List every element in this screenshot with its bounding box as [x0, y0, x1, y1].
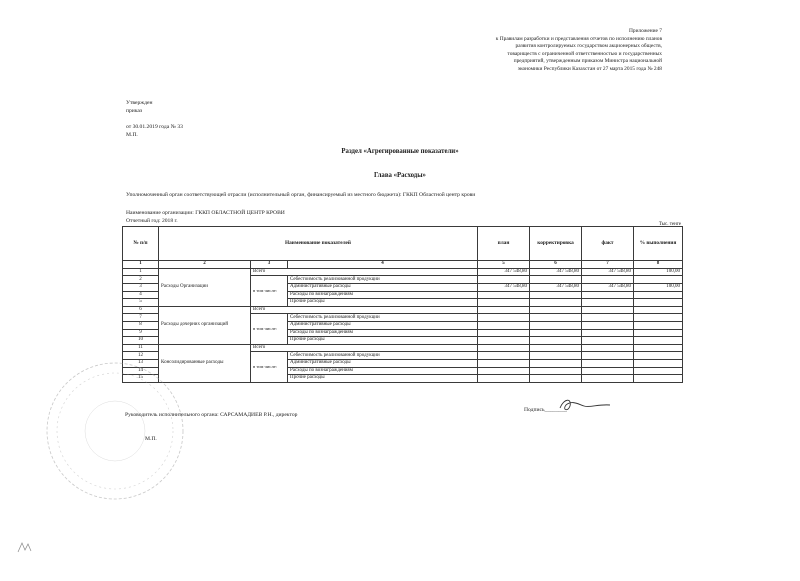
cell-fact: [582, 337, 634, 345]
expenses-table: [122, 226, 683, 383]
row-label-other: Прочие расходы: [288, 375, 478, 383]
cell-plan: 347 548,80: [478, 268, 530, 276]
row-label-total: Всего: [251, 306, 478, 314]
row-number: 14: [123, 367, 159, 375]
header-percent: % выполнения: [634, 227, 683, 261]
cell-plan: [478, 352, 530, 360]
mp-label: М.П.: [126, 132, 138, 138]
cell-correction: [530, 344, 582, 352]
cell-fact: [582, 314, 634, 322]
cell-correction: [530, 352, 582, 360]
chapter-title: Глава «Расходы»: [374, 172, 426, 179]
row-label-cost: Себестоимость реализованной продукции: [288, 352, 478, 360]
cell-percent: [634, 375, 683, 383]
cell-correction: [530, 375, 582, 383]
row-label-admin: Административные расходы: [288, 283, 478, 291]
order-date: от 30.01.2019 года № 33: [126, 124, 183, 130]
row-number: 1: [123, 268, 159, 276]
cell-plan: [478, 321, 530, 329]
including-label: в том числе:: [251, 352, 288, 382]
cell-fact: [582, 299, 634, 307]
row-number: 3: [123, 283, 159, 291]
cell-correction: [530, 299, 582, 307]
row-label-other: Прочие расходы: [288, 337, 478, 345]
cell-correction: [530, 306, 582, 314]
cell-plan: [478, 291, 530, 299]
cell-correction: [530, 329, 582, 337]
cell-fact: [582, 359, 634, 367]
col-number: 8: [634, 261, 683, 269]
cell-correction: [530, 314, 582, 322]
cell-plan: [478, 367, 530, 375]
cell-percent: [634, 299, 683, 307]
appendix-line: предприятий, утвержденным приказом Министра национальной: [513, 58, 662, 65]
cell-percent: [634, 337, 683, 345]
col-number: 2: [159, 261, 251, 269]
cell-percent: [634, 359, 683, 367]
approval-block: [126, 99, 183, 139]
row-number: 4: [123, 291, 159, 299]
cell-plan: [478, 306, 530, 314]
cell-plan: [478, 329, 530, 337]
appendix-header: [402, 28, 662, 74]
cell-correction: 347 548,80: [530, 283, 582, 291]
cell-percent: [634, 314, 683, 322]
cell-percent: 100,00: [634, 268, 683, 276]
cell-percent: [634, 329, 683, 337]
cell-percent: [634, 291, 683, 299]
organization-name: Наименование организации: ГККП ОБЛАСТНОЙ ЦЕНТР КРОВИ: [126, 210, 285, 216]
cell-percent: [634, 344, 683, 352]
row-label-cost: Себестоимость реализованной продукции: [288, 314, 478, 322]
section-title: Раздел «Агрегированные показатели»: [341, 148, 459, 155]
col-number: 1: [123, 261, 159, 269]
header-correction: корректировка: [530, 227, 582, 261]
cell-plan: [478, 359, 530, 367]
column-number-row: [123, 261, 683, 269]
including-label: в том числе:: [251, 314, 288, 344]
table-row: [123, 268, 683, 276]
row-number: 8: [123, 321, 159, 329]
cell-percent: [634, 321, 683, 329]
cell-correction: [530, 367, 582, 375]
col-number: 7: [582, 261, 634, 269]
approved-label: Утвержден: [126, 100, 153, 106]
row-number: 11: [123, 344, 159, 352]
cell-fact: [582, 276, 634, 284]
header-plan: план: [478, 227, 530, 261]
row-number: 5: [123, 299, 159, 307]
appendix-line: развития контролируемых государством акционерных обществ,: [515, 43, 662, 50]
row-number: 2: [123, 276, 159, 284]
header-fact: факт: [582, 227, 634, 261]
table-header-row: [123, 227, 683, 261]
cell-fact: [582, 367, 634, 375]
row-label-cost: Себестоимость реализованной продукции: [288, 276, 478, 284]
cell-plan: [478, 344, 530, 352]
header-name: Наименование показателей: [159, 227, 478, 261]
cell-fact: 347 548,80: [582, 268, 634, 276]
cell-percent: [634, 276, 683, 284]
row-label-total: Всего: [251, 268, 478, 276]
row-label-admin: Административные расходы: [288, 321, 478, 329]
cell-fact: [582, 291, 634, 299]
cell-fact: [582, 352, 634, 360]
row-label-other: Прочие расходы: [288, 299, 478, 307]
head-signature-line: Руководитель исполнительного органа: САРСАМАДИЕВ Р.Н., директор: [125, 412, 298, 418]
cell-correction: 347 548,80: [530, 268, 582, 276]
cell-plan: [478, 314, 530, 322]
row-number: 9: [123, 329, 159, 337]
including-label: в том числе:: [251, 276, 288, 306]
row-label-remuneration: Расходы по вознаграждениям: [288, 329, 478, 337]
row-number: 13: [123, 359, 159, 367]
cell-correction: [530, 276, 582, 284]
cell-percent: 100,00: [634, 283, 683, 291]
table-row: [123, 306, 683, 314]
row-number: 12: [123, 352, 159, 360]
scribble-icon: [16, 540, 36, 554]
signature-label: Подпись________: [524, 407, 567, 413]
row-label-remuneration: Расходы по вознаграждениям: [288, 367, 478, 375]
cell-fact: [582, 306, 634, 314]
row-label-total: Всего: [251, 344, 478, 352]
cell-plan: [478, 375, 530, 383]
appendix-line: к Правилам разработки и представления отчетов по исполнению планов: [495, 35, 662, 42]
cell-correction: [530, 359, 582, 367]
cell-fact: [582, 344, 634, 352]
authorized-body: Уполномоченный орган соответствующей отрасли (исполнительный орган, финансируемый из местного бюджета): ГККП Областной центр крови: [126, 192, 476, 198]
cell-fact: [582, 375, 634, 383]
unit-label: Тыс. тенге: [658, 222, 681, 227]
row-label-admin: Административные расходы: [288, 359, 478, 367]
stamp-icon: [40, 356, 190, 506]
header-rownum: № п/п: [123, 227, 159, 261]
report-year: Отчетный год: 2018 г.: [126, 218, 178, 224]
cell-fact: 347 548,80: [582, 283, 634, 291]
col-number: 6: [530, 261, 582, 269]
row-label-remuneration: Расходы по вознаграждениям: [288, 291, 478, 299]
cell-fact: [582, 329, 634, 337]
row-number: 10: [123, 337, 159, 345]
row-number: 15: [123, 375, 159, 383]
cell-percent: [634, 306, 683, 314]
cell-plan: [478, 337, 530, 345]
mp-label-bottom: М.П.: [145, 436, 157, 442]
cell-correction: [530, 321, 582, 329]
col-number: 5: [478, 261, 530, 269]
group-label-subsidiaries: Расходы дочерних организаций: [159, 306, 251, 344]
order-label: приказ: [126, 108, 143, 114]
cell-correction: [530, 291, 582, 299]
cell-plan: [478, 276, 530, 284]
cell-correction: [530, 337, 582, 345]
appendix-line: Приложение 7: [629, 28, 662, 34]
col-number: 4: [288, 261, 478, 269]
col-number: 3: [251, 261, 288, 269]
table-row: [123, 344, 683, 352]
cell-plan: 347 548,80: [478, 283, 530, 291]
cell-percent: [634, 352, 683, 360]
appendix-line: товариществ с ограниченной ответственностью и государственных: [507, 50, 662, 57]
cell-plan: [478, 299, 530, 307]
row-number: 7: [123, 314, 159, 322]
group-label-consolidated: Консолидированные расходы: [159, 344, 251, 382]
cell-fact: [582, 321, 634, 329]
group-label-organization: Расходы Организации: [159, 268, 251, 306]
appendix-line: экономики Республики Казахстан от 27 марта 2015 года № 248: [517, 65, 662, 72]
row-number: 6: [123, 306, 159, 314]
cell-percent: [634, 367, 683, 375]
